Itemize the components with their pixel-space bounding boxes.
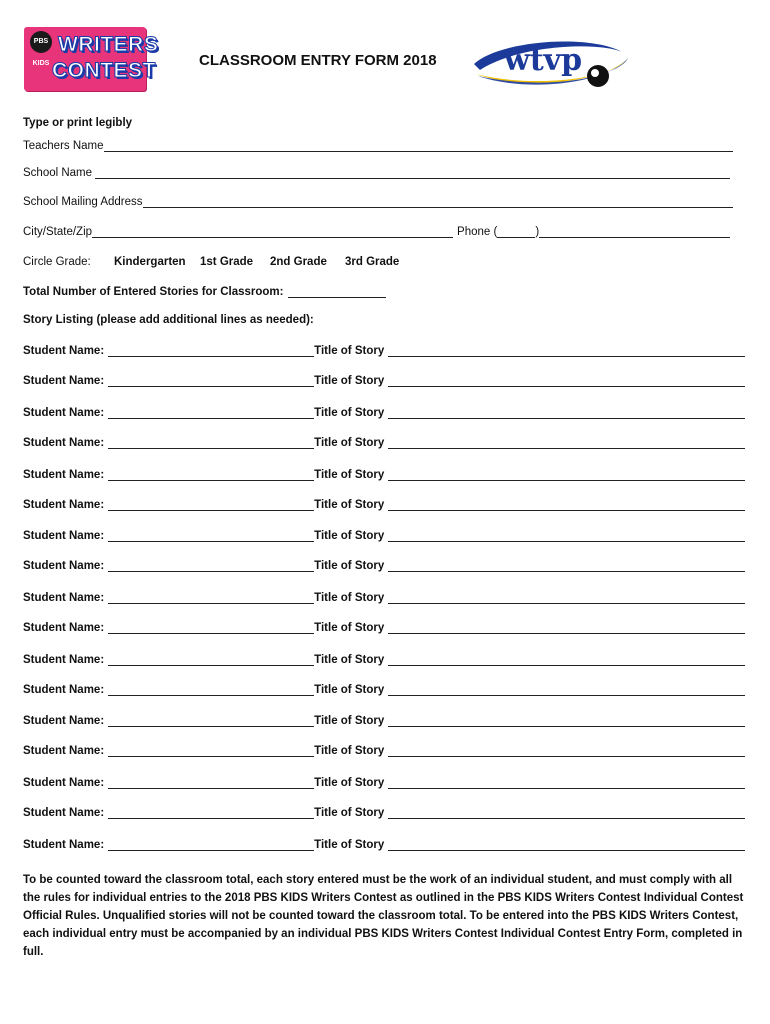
story-title-label: Title of Story: [314, 345, 385, 357]
story-title-field[interactable]: [388, 591, 745, 604]
student-name-field[interactable]: [108, 498, 314, 511]
story-title-field[interactable]: [388, 776, 745, 789]
story-title-label: Title of Story: [314, 622, 385, 634]
story-title-label: Title of Story: [314, 407, 385, 419]
grade-1st[interactable]: 1st Grade: [200, 256, 254, 268]
student-name-field[interactable]: [108, 653, 314, 666]
story-title-label: Title of Story: [314, 807, 385, 819]
phone-close: ): [535, 226, 540, 238]
student-name-field[interactable]: [108, 374, 314, 387]
pbs-kids-badge: PBS KIDS: [30, 31, 52, 53]
story-title-label: Title of Story: [314, 715, 385, 727]
student-name-label: Student Name:: [23, 839, 105, 851]
student-name-label: Student Name:: [23, 437, 105, 449]
story-title-label: Title of Story: [314, 469, 385, 481]
page-title: CLASSROOM ENTRY FORM 2018: [199, 52, 437, 69]
story-row: [23, 744, 745, 757]
story-row: [23, 806, 745, 819]
student-name-field[interactable]: [108, 559, 314, 572]
total-stories-row: [23, 285, 386, 298]
student-name-label: Student Name:: [23, 345, 105, 357]
circle-grade-row: [23, 256, 423, 272]
story-title-field[interactable]: [388, 406, 745, 419]
school-name-row: [23, 166, 730, 179]
phone-area-field[interactable]: [497, 225, 535, 238]
story-title-label: Title of Story: [314, 839, 385, 851]
student-name-label: Student Name:: [23, 592, 105, 604]
total-stories-field[interactable]: [288, 285, 386, 298]
story-title-label: Title of Story: [314, 654, 385, 666]
story-title-label: Title of Story: [314, 745, 385, 757]
student-name-field[interactable]: [108, 529, 314, 542]
story-title-field[interactable]: [388, 344, 745, 357]
student-name-label: Student Name:: [23, 684, 105, 696]
story-title-label: Title of Story: [314, 592, 385, 604]
student-name-field[interactable]: [108, 591, 314, 604]
student-name-field[interactable]: [108, 436, 314, 449]
city-field[interactable]: [92, 225, 453, 238]
story-row: [23, 683, 745, 696]
story-title-field[interactable]: [388, 744, 745, 757]
student-name-label: Student Name:: [23, 807, 105, 819]
student-name-field[interactable]: [108, 468, 314, 481]
wtvp-logo: [470, 30, 630, 92]
school-name-field[interactable]: [95, 166, 730, 179]
grade-kindergarten[interactable]: Kindergarten: [114, 256, 186, 268]
story-row: [23, 374, 745, 387]
phone-label: Phone (: [457, 226, 498, 238]
grade-3rd[interactable]: 3rd Grade: [345, 256, 400, 268]
student-name-label: Student Name:: [23, 530, 105, 542]
student-name-field[interactable]: [108, 744, 314, 757]
story-title-label: Title of Story: [314, 437, 385, 449]
student-name-label: Student Name:: [23, 499, 105, 511]
student-name-field[interactable]: [108, 621, 314, 634]
student-name-field[interactable]: [108, 714, 314, 727]
story-row: [23, 559, 745, 572]
city-phone-row: [23, 225, 730, 238]
teachers-name-field[interactable]: [104, 139, 733, 152]
student-name-field[interactable]: [108, 406, 314, 419]
story-title-field[interactable]: [388, 498, 745, 511]
logo-text-writers: WRITERS: [58, 33, 159, 56]
student-name-label: Student Name:: [23, 375, 105, 387]
story-title-field[interactable]: [388, 436, 745, 449]
story-row: [23, 468, 745, 481]
school-address-label: School Mailing Address: [23, 196, 143, 208]
rules-paragraph: To be counted toward the classroom total, each story entered must be the work of an individual student, and must comply with all the rules for individual entries to the 2018 PBS KIDS Writers Contest as outlined in the PBS KIDS Writers Contest Individual Contest Official Rules. Unqualified stories will not be counted toward the classroom total. To be entered into the PBS KIDS Writers Contest, each individual entry must be accompanied by an individual PBS KIDS Writers Contest Individual Contest Entry Form, completed in full.: [23, 874, 744, 958]
story-title-label: Title of Story: [314, 777, 385, 789]
phone-field[interactable]: [539, 225, 730, 238]
story-row: [23, 653, 745, 666]
story-title-label: Title of Story: [314, 375, 385, 387]
story-title-field[interactable]: [388, 838, 745, 851]
story-title-label: Title of Story: [314, 560, 385, 572]
instruction-text: Type or print legibly: [23, 117, 133, 129]
teachers-name-label: Teachers Name: [23, 140, 104, 152]
story-listing-label: Story Listing (please add additional lines as needed):: [23, 314, 314, 326]
story-title-field[interactable]: [388, 468, 745, 481]
student-name-label: Student Name:: [23, 715, 105, 727]
student-name-label: Student Name:: [23, 745, 105, 757]
total-stories-label: Total Number of Entered Stories for Classroom:: [23, 286, 284, 298]
story-row: [23, 344, 745, 357]
story-title-field[interactable]: [388, 683, 745, 696]
story-row: [23, 436, 745, 449]
circle-grade-label: Circle Grade:: [23, 256, 91, 268]
student-name-label: Student Name:: [23, 407, 105, 419]
story-row: [23, 498, 745, 511]
student-name-label: Student Name:: [23, 469, 105, 481]
story-row: [23, 529, 745, 542]
story-row: [23, 406, 745, 419]
story-row: [23, 838, 745, 851]
story-row: [23, 776, 745, 789]
grade-2nd[interactable]: 2nd Grade: [270, 256, 327, 268]
student-name-field[interactable]: [108, 344, 314, 357]
student-name-field[interactable]: [108, 776, 314, 789]
student-name-field[interactable]: [108, 838, 314, 851]
student-name-label: Student Name:: [23, 622, 105, 634]
school-name-label: School Name: [23, 167, 93, 179]
story-row: [23, 591, 745, 604]
story-title-field[interactable]: [388, 621, 745, 634]
story-title-label: Title of Story: [314, 684, 385, 696]
student-name-label: Student Name:: [23, 654, 105, 666]
story-title-field[interactable]: [388, 653, 745, 666]
story-row: [23, 621, 745, 634]
city-label: City/State/Zip: [23, 226, 93, 238]
writers-contest-logo: [24, 27, 159, 91]
school-address-row: [23, 195, 733, 208]
story-title-label: Title of Story: [314, 499, 385, 511]
story-title-field[interactable]: [388, 806, 745, 819]
teachers-name-row: [23, 139, 733, 152]
logo-text-contest: CONTEST: [52, 59, 156, 82]
story-title-field[interactable]: [388, 374, 745, 387]
story-title-field[interactable]: [388, 529, 745, 542]
student-name-label: Student Name:: [23, 560, 105, 572]
wtvp-logo-text: wtvp: [504, 43, 583, 78]
story-row: [23, 714, 745, 727]
student-name-field[interactable]: [108, 683, 314, 696]
story-title-field[interactable]: [388, 714, 745, 727]
story-title-label: Title of Story: [314, 530, 385, 542]
student-name-label: Student Name:: [23, 777, 105, 789]
story-title-field[interactable]: [388, 559, 745, 572]
school-address-field[interactable]: [143, 195, 733, 208]
student-name-field[interactable]: [108, 806, 314, 819]
